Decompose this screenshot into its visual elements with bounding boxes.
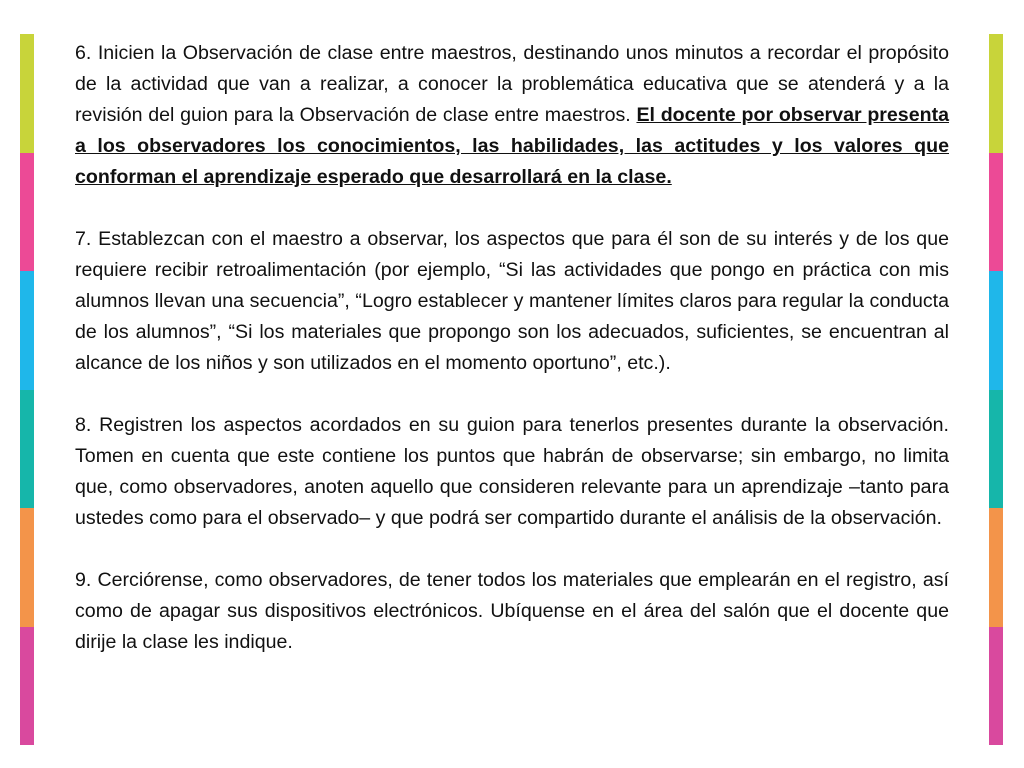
stripe-segment-blue — [989, 271, 1003, 390]
paragraph-step-9: 9. Cerciórense, como observadores, de tener todos los materiales que emplearán en el registro, así como de apagar sus dispositivos electrónicos. Ubíquense en el área del salón que el docente que dirije la clase les indique. — [75, 569, 949, 653]
stripe-segment-teal — [989, 390, 1003, 509]
slide-body-text — [75, 38, 949, 658]
stripe-segment-teal — [20, 390, 34, 509]
stripe-segment-magenta — [989, 627, 1003, 746]
stripe-segment-blue — [20, 271, 34, 390]
stripe-segment-lime — [20, 34, 34, 153]
paragraph-step-7: 7. Establezcan con el maestro a observar, los aspectos que para él son de su interés y de los que requiere recibir retroalimentación (por ejemplo, “Si las actividades que pongo en práctica con mis alumnos llevan una secuencia”, “Logro establecer y mantener límites claros para regular la conducta de los alumnos”, “Si los materiales que propongo son los adecuados, suficientes, se encuentran al alcance de los niños y son utilizados en el momento oportuno”, etc.). — [75, 228, 949, 374]
stripe-segment-pink — [989, 153, 1003, 272]
paragraph-step-6-text: 6. Inicien la Observación de clase entre maestros, destinando unos minutos a recordar el propósito de la actividad que van a realizar, a conocer la problemática educativa que se atenderá y a la revisión del guion para la Observación de clase entre maestros. — [75, 42, 949, 126]
paragraph-step-6 — [75, 38, 949, 193]
stripe-segment-orange — [20, 508, 34, 627]
stripe-segment-magenta — [20, 627, 34, 746]
paragraph-step-8: 8. Registren los aspectos acordados en su guion para tenerlos presentes durante la observación. Tomen en cuenta que este contiene los puntos que habrán de observarse; sin embargo, no limita que, como observadores, anoten aquello que consideren relevante para un aprendizaje –tanto para ustedes como para el observado– y que podrá ser compartido durante el análisis de la observación. — [75, 414, 949, 529]
stripe-segment-lime — [989, 34, 1003, 153]
right-color-stripe — [989, 34, 1003, 745]
paragraph-step-6-emphasis: El docente por observar presenta a los observadores los conocimientos, las habilidades, las actitudes y los valores que conforman el aprendizaje esperado que desarrollará en la clase. — [75, 104, 949, 188]
stripe-segment-pink — [20, 153, 34, 272]
stripe-segment-orange — [989, 508, 1003, 627]
left-color-stripe — [20, 34, 34, 745]
